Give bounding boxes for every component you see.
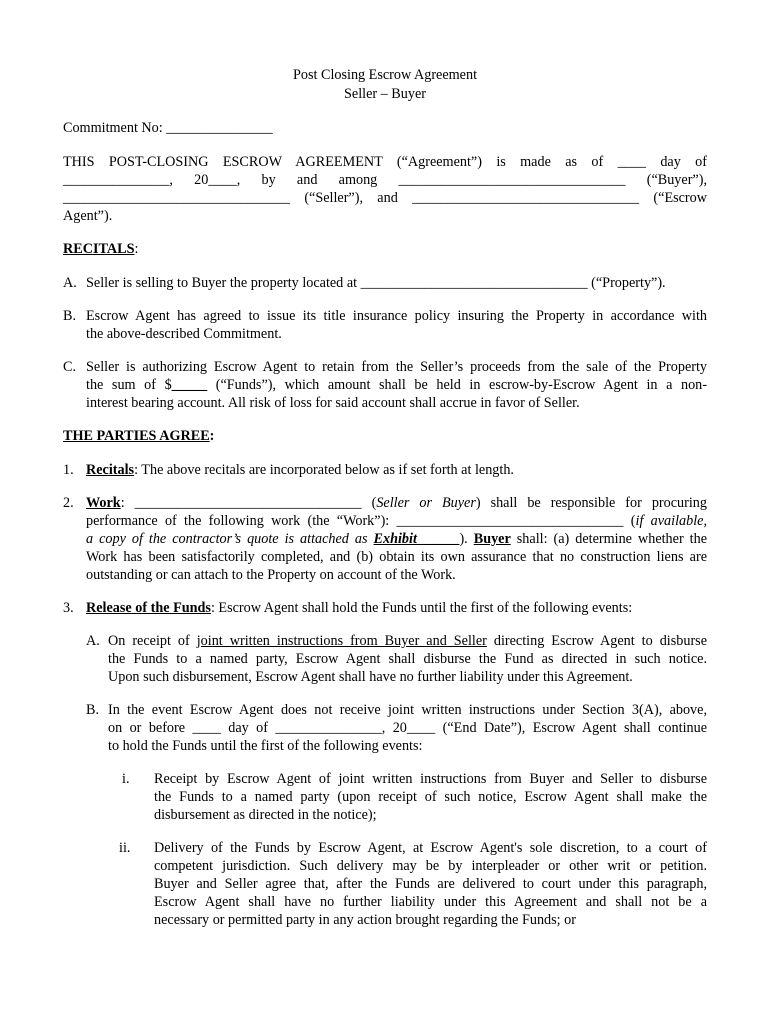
- item-3-label: 3.: [63, 600, 74, 616]
- sub-ii-line-4: Escrow Agent shall have no further liability under this Agreement and shall not be a: [154, 894, 707, 910]
- item-2-line-4: Work has been satisfactorily completed, and (b) obtain its own assurance that no construction liens are: [86, 549, 707, 565]
- recital-c-line-1: Seller is authorizing Escrow Agent to retain from the Seller’s proceeds from the sale of the Property: [86, 359, 707, 375]
- recitals-heading: RECITALS:: [63, 241, 139, 257]
- sub-ii-line-2: competent jurisdiction. Such delivery may be by interpleader or other writ or petition.: [154, 858, 707, 874]
- sub-b-label: B.: [86, 702, 100, 718]
- sub-a-label: A.: [86, 633, 100, 649]
- intro-line-4: Agent”).: [63, 208, 113, 224]
- sub-i-label: i.: [122, 771, 130, 787]
- sub-ii-line-5: necessary or permitted party in any action brought regarding the Funds; or: [154, 912, 576, 928]
- sub-ii-line-3: Buyer and Seller agree that, after the Funds are delivered to court under this paragraph,: [154, 876, 707, 892]
- item-2-line-5: outstanding or can attach to the Property on account of the Work.: [86, 567, 456, 583]
- parties-agree-heading: THE PARTIES AGREE:: [63, 428, 215, 444]
- sub-a-line-2: the Funds to a named party, Escrow Agent shall disburse the Fund as directed in such notice.: [108, 651, 707, 667]
- document-title: Post Closing Escrow Agreement: [292, 67, 478, 83]
- recital-c-line-2: the sum of $_____ (“Funds”), which amount shall be held in escrow-by-Escrow Agent in a non-: [86, 377, 707, 393]
- recital-c-label: C.: [63, 359, 77, 375]
- sub-b-line-1: In the event Escrow Agent does not receive joint written instructions under Section 3(A), above,: [108, 702, 707, 718]
- sub-a-line-1: On receipt of joint written instructions from Buyer and Seller directing Escrow Agent to disburse: [108, 633, 707, 649]
- recital-c-line-3: interest bearing account. All risk of loss for said account shall accrue in favor of Seller.: [86, 395, 580, 411]
- item-1-text: Recitals: The above recitals are incorporated below as if set forth at length.: [86, 462, 514, 478]
- document-subtitle: Seller – Buyer: [344, 86, 426, 102]
- sub-b-line-3: to hold the Funds until the first of the following events:: [108, 738, 423, 754]
- item-2-line-3: a copy of the contractor’s quote is attached as Exhibit______). Buyer shall: (a) determine whether the: [86, 531, 707, 547]
- sub-a-line-3: Upon such disbursement, Escrow Agent shall have no further liability under this Agreement.: [108, 669, 633, 685]
- sub-i-line-1: Receipt by Escrow Agent of joint written instructions from Buyer and Seller to disburse: [154, 771, 707, 787]
- intro-line-3: ________________________________ (“Seller”), and ________________________________ (“Escrow: [63, 190, 707, 206]
- item-2-line-2: performance of the following work (the “Work”): ________________________________ (if available,: [86, 513, 707, 529]
- intro-line-2: _______________, 20____, by and among ________________________________ (“Buyer”),: [63, 172, 707, 188]
- sub-ii-label: ii.: [119, 840, 131, 856]
- recital-a-label: A.: [63, 275, 77, 291]
- commitment-number: Commitment No: _______________: [63, 120, 273, 136]
- sub-i-line-2: the Funds to a named party (upon receipt of such notice, Escrow Agent shall make the: [154, 789, 707, 805]
- intro-line-1: THIS POST-CLOSING ESCROW AGREEMENT (“Agreement”) is made as of ____ day of: [63, 154, 707, 170]
- recital-b-line-1: Escrow Agent has agreed to issue its title insurance policy insuring the Property in accordance with: [86, 308, 707, 324]
- recital-a-text: Seller is selling to Buyer the property located at ________________________________ (“Property”).: [86, 275, 666, 291]
- sub-b-line-2: on or before ____ day of _______________, 20____ (“End Date”), Escrow Agent shall continue: [108, 720, 707, 736]
- item-2-line-1: Work: ________________________________ (Seller or Buyer) shall be responsible for procuring: [86, 495, 707, 511]
- item-3-text: Release of the Funds: Escrow Agent shall hold the Funds until the first of the following events:: [86, 600, 633, 616]
- sub-i-line-3: disbursement as directed in the notice);: [154, 807, 377, 823]
- item-1-label: 1.: [63, 462, 74, 478]
- recital-b-line-2: the above-described Commitment.: [86, 326, 282, 342]
- item-2-label: 2.: [63, 495, 74, 511]
- recital-b-label: B.: [63, 308, 77, 324]
- sub-ii-line-1: Delivery of the Funds by Escrow Agent, at Escrow Agent's sole discretion, to a court of: [154, 840, 707, 856]
